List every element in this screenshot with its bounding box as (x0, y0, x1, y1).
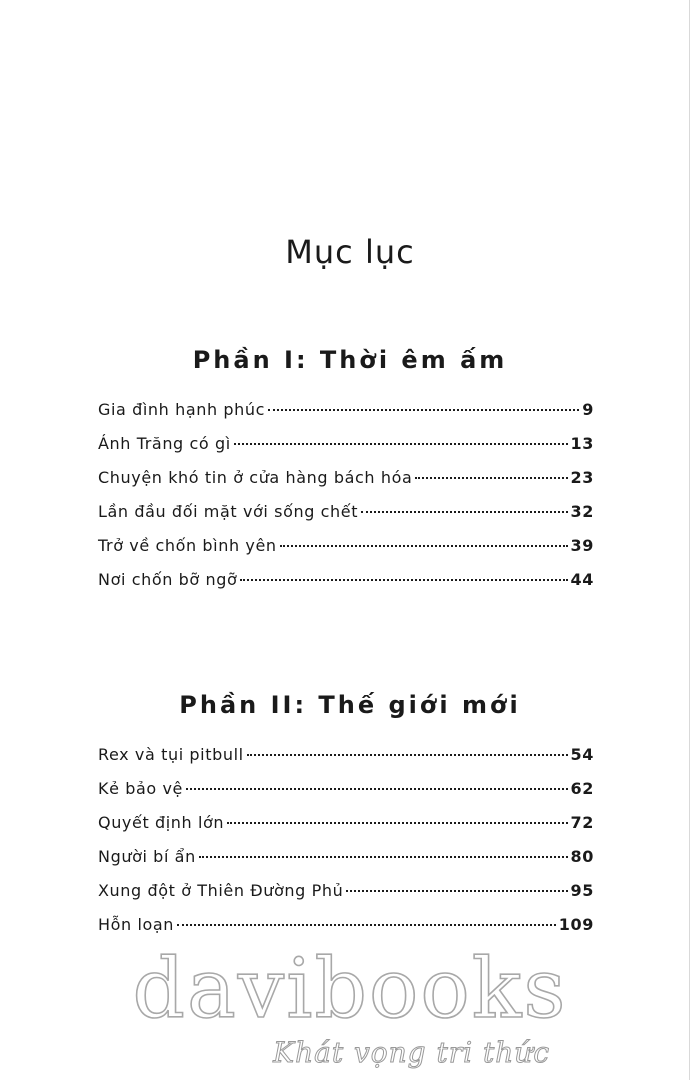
toc-entry[interactable] (98, 502, 594, 536)
toc-entry-title: Xung đột ở Thiên Đường Phủ (98, 881, 344, 900)
toc-entry-page-number: 109 (558, 915, 594, 934)
dot-leader (199, 856, 568, 858)
dot-leader (415, 477, 567, 479)
toc-entry-title: Quyết định lớn (98, 813, 225, 832)
toc-entry-page-number: 9 (582, 400, 594, 419)
toc-entry[interactable] (98, 779, 594, 813)
part-1-entry-list (98, 400, 594, 604)
part-2-heading: Phần II: Thế giới mới (179, 690, 521, 719)
toc-entry-title: Chuyện khó tin ở cửa hàng bách hóa (98, 468, 413, 487)
toc-entry-page-number: 13 (570, 434, 594, 453)
part-2-entry-list (98, 745, 594, 949)
dot-leader (234, 443, 568, 445)
toc-entry[interactable] (98, 847, 594, 881)
dot-leader (268, 409, 579, 411)
toc-entry-page-number: 23 (570, 468, 594, 487)
toc-entry[interactable] (98, 745, 594, 779)
toc-entry-page-number: 72 (570, 813, 594, 832)
toc-entry-title: Trở về chốn bình yên (98, 536, 277, 555)
toc-entry-title: Hỗn loạn (98, 915, 175, 934)
dot-leader (227, 822, 567, 824)
toc-entry-title: Kẻ bảo vệ (98, 779, 183, 798)
toc-entry-title: Nơi chốn bỡ ngỡ (98, 570, 238, 589)
toc-entry-page-number: 54 (570, 745, 594, 764)
toc-entry-title: Người bí ẩn (98, 847, 196, 866)
toc-entry-page-number: 32 (570, 502, 594, 521)
toc-entry[interactable] (98, 813, 594, 847)
toc-entry[interactable] (98, 468, 594, 502)
toc-entry[interactable] (98, 536, 594, 570)
page-edge-line (689, 0, 690, 1080)
dot-leader (361, 511, 567, 513)
toc-entry-page-number: 44 (570, 570, 594, 589)
toc-entry-title: Ánh Trăng có gì (98, 434, 231, 453)
dot-leader (280, 545, 568, 547)
toc-entry-title: Gia đình hạnh phúc (98, 400, 266, 419)
part-1-heading: Phần I: Thời êm ấm (192, 345, 508, 374)
dot-leader (346, 890, 567, 892)
toc-entry[interactable] (98, 570, 594, 604)
dot-leader (240, 579, 567, 581)
toc-entry-page-number: 80 (570, 847, 594, 866)
toc-entry-title: Lần đầu đối mặt với sống chết (98, 502, 359, 521)
toc-entry-title: Rex và tụi pitbull (98, 745, 244, 764)
toc-entry[interactable] (98, 400, 594, 434)
dot-leader (186, 788, 568, 790)
watermark-tagline: Khát vọng tri thức (273, 1036, 550, 1069)
toc-entry[interactable] (98, 434, 594, 468)
toc-entry-page-number: 62 (570, 779, 594, 798)
watermark-brand-logo: davibooks (132, 942, 568, 1037)
toc-entry-page-number: 39 (570, 536, 594, 555)
toc-entry-page-number: 95 (570, 881, 594, 900)
toc-title: Mục lục (285, 233, 415, 272)
toc-entry[interactable] (98, 881, 594, 915)
dot-leader (177, 924, 556, 926)
dot-leader (247, 754, 568, 756)
